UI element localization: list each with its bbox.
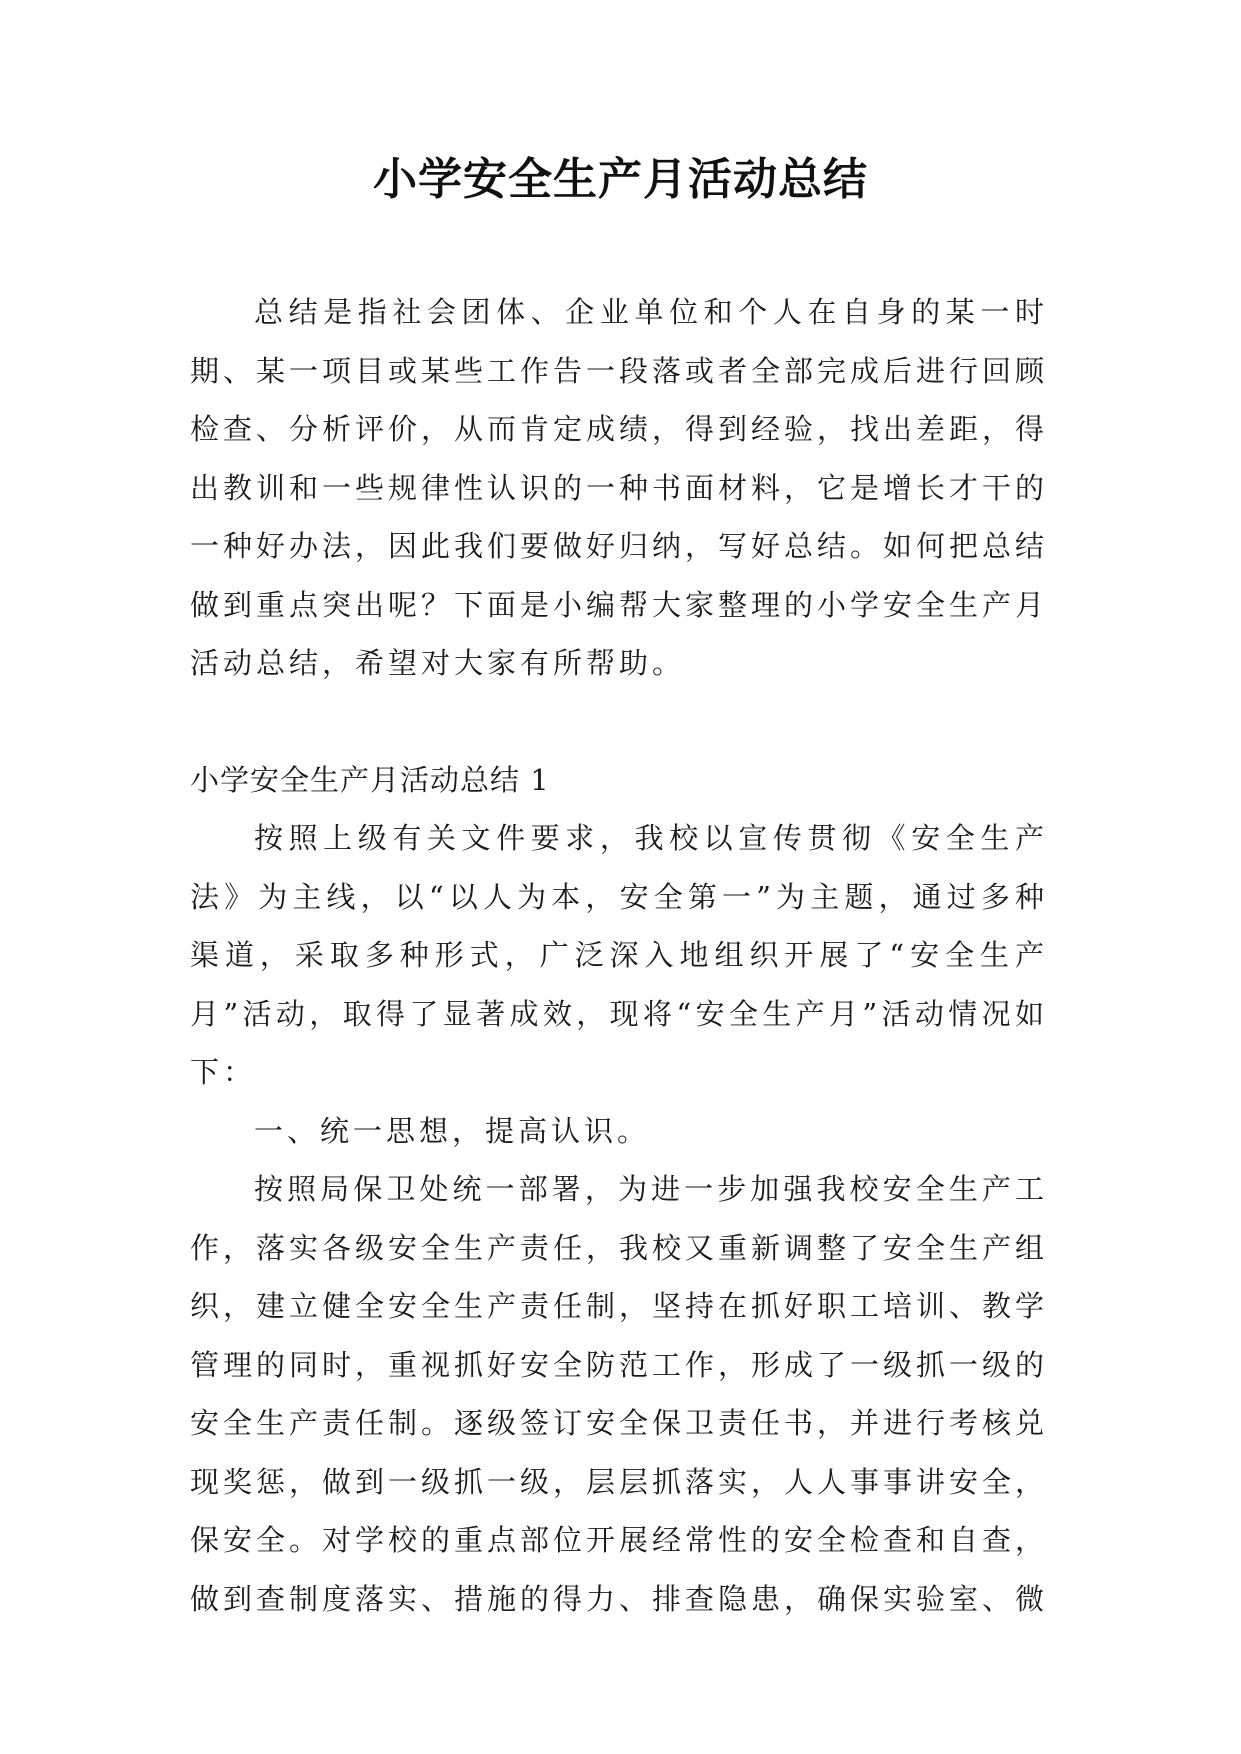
body-paragraph: 按照局保卫处统一部署，为进一步加强我校安全生产工作，落实各级安全生产责任，我校又重新调整了安全生产组织，建立健全安全生产责任制，坚持在抓好职工培训、教学管理的同时，重视抓好安全防范工作，形成了一级抓一级的安全生产责任制。逐级签订安全保卫责任书，并进行考核兑现奖惩，做到一级抓一级，层层抓落实，人人事事讲安全，保安全。对学校的重点部位开展经常性的安全检查和自查，做到查制度落实、措施的得力、排查隐患，确保实验室、微 [190, 1172, 1049, 1616]
paragraph-spacer [190, 693, 1048, 751]
document-body [190, 283, 1048, 1628]
section-heading: 小学安全生产月活动总结 1 [190, 762, 550, 797]
subheading-paragraph: 一、统一思想，提高认识。 [254, 1113, 651, 1148]
body-paragraph: 按照上级有关文件要求，我校以宣传贯彻《安全生产法》为主线，以“以人为本，安全第一”为主题，通过多种渠道，采取多种形式，广泛深入地组织开展了“安全生产月”活动，取得了显著成效，现将“安全生产月”活动情况如下： [190, 821, 1048, 1089]
intro-paragraph: 总结是指社会团体、企业单位和个人在自身的某一时期、某一项目或某些工作告一段落或者全部完成后进行回顾检查、分析评价，从而肯定成绩，得到经验，找出差距，得出教训和一些规律性认识的一种书面材料，它是增长才干的一种好办法，因此我们要做好归纳，写好总结。如何把总结做到重点突出呢？下面是小编帮大家整理的小学安全生产月活动总结，希望对大家有所帮助。 [190, 295, 1049, 680]
page-title: 小学安全生产月活动总结 [373, 154, 868, 205]
